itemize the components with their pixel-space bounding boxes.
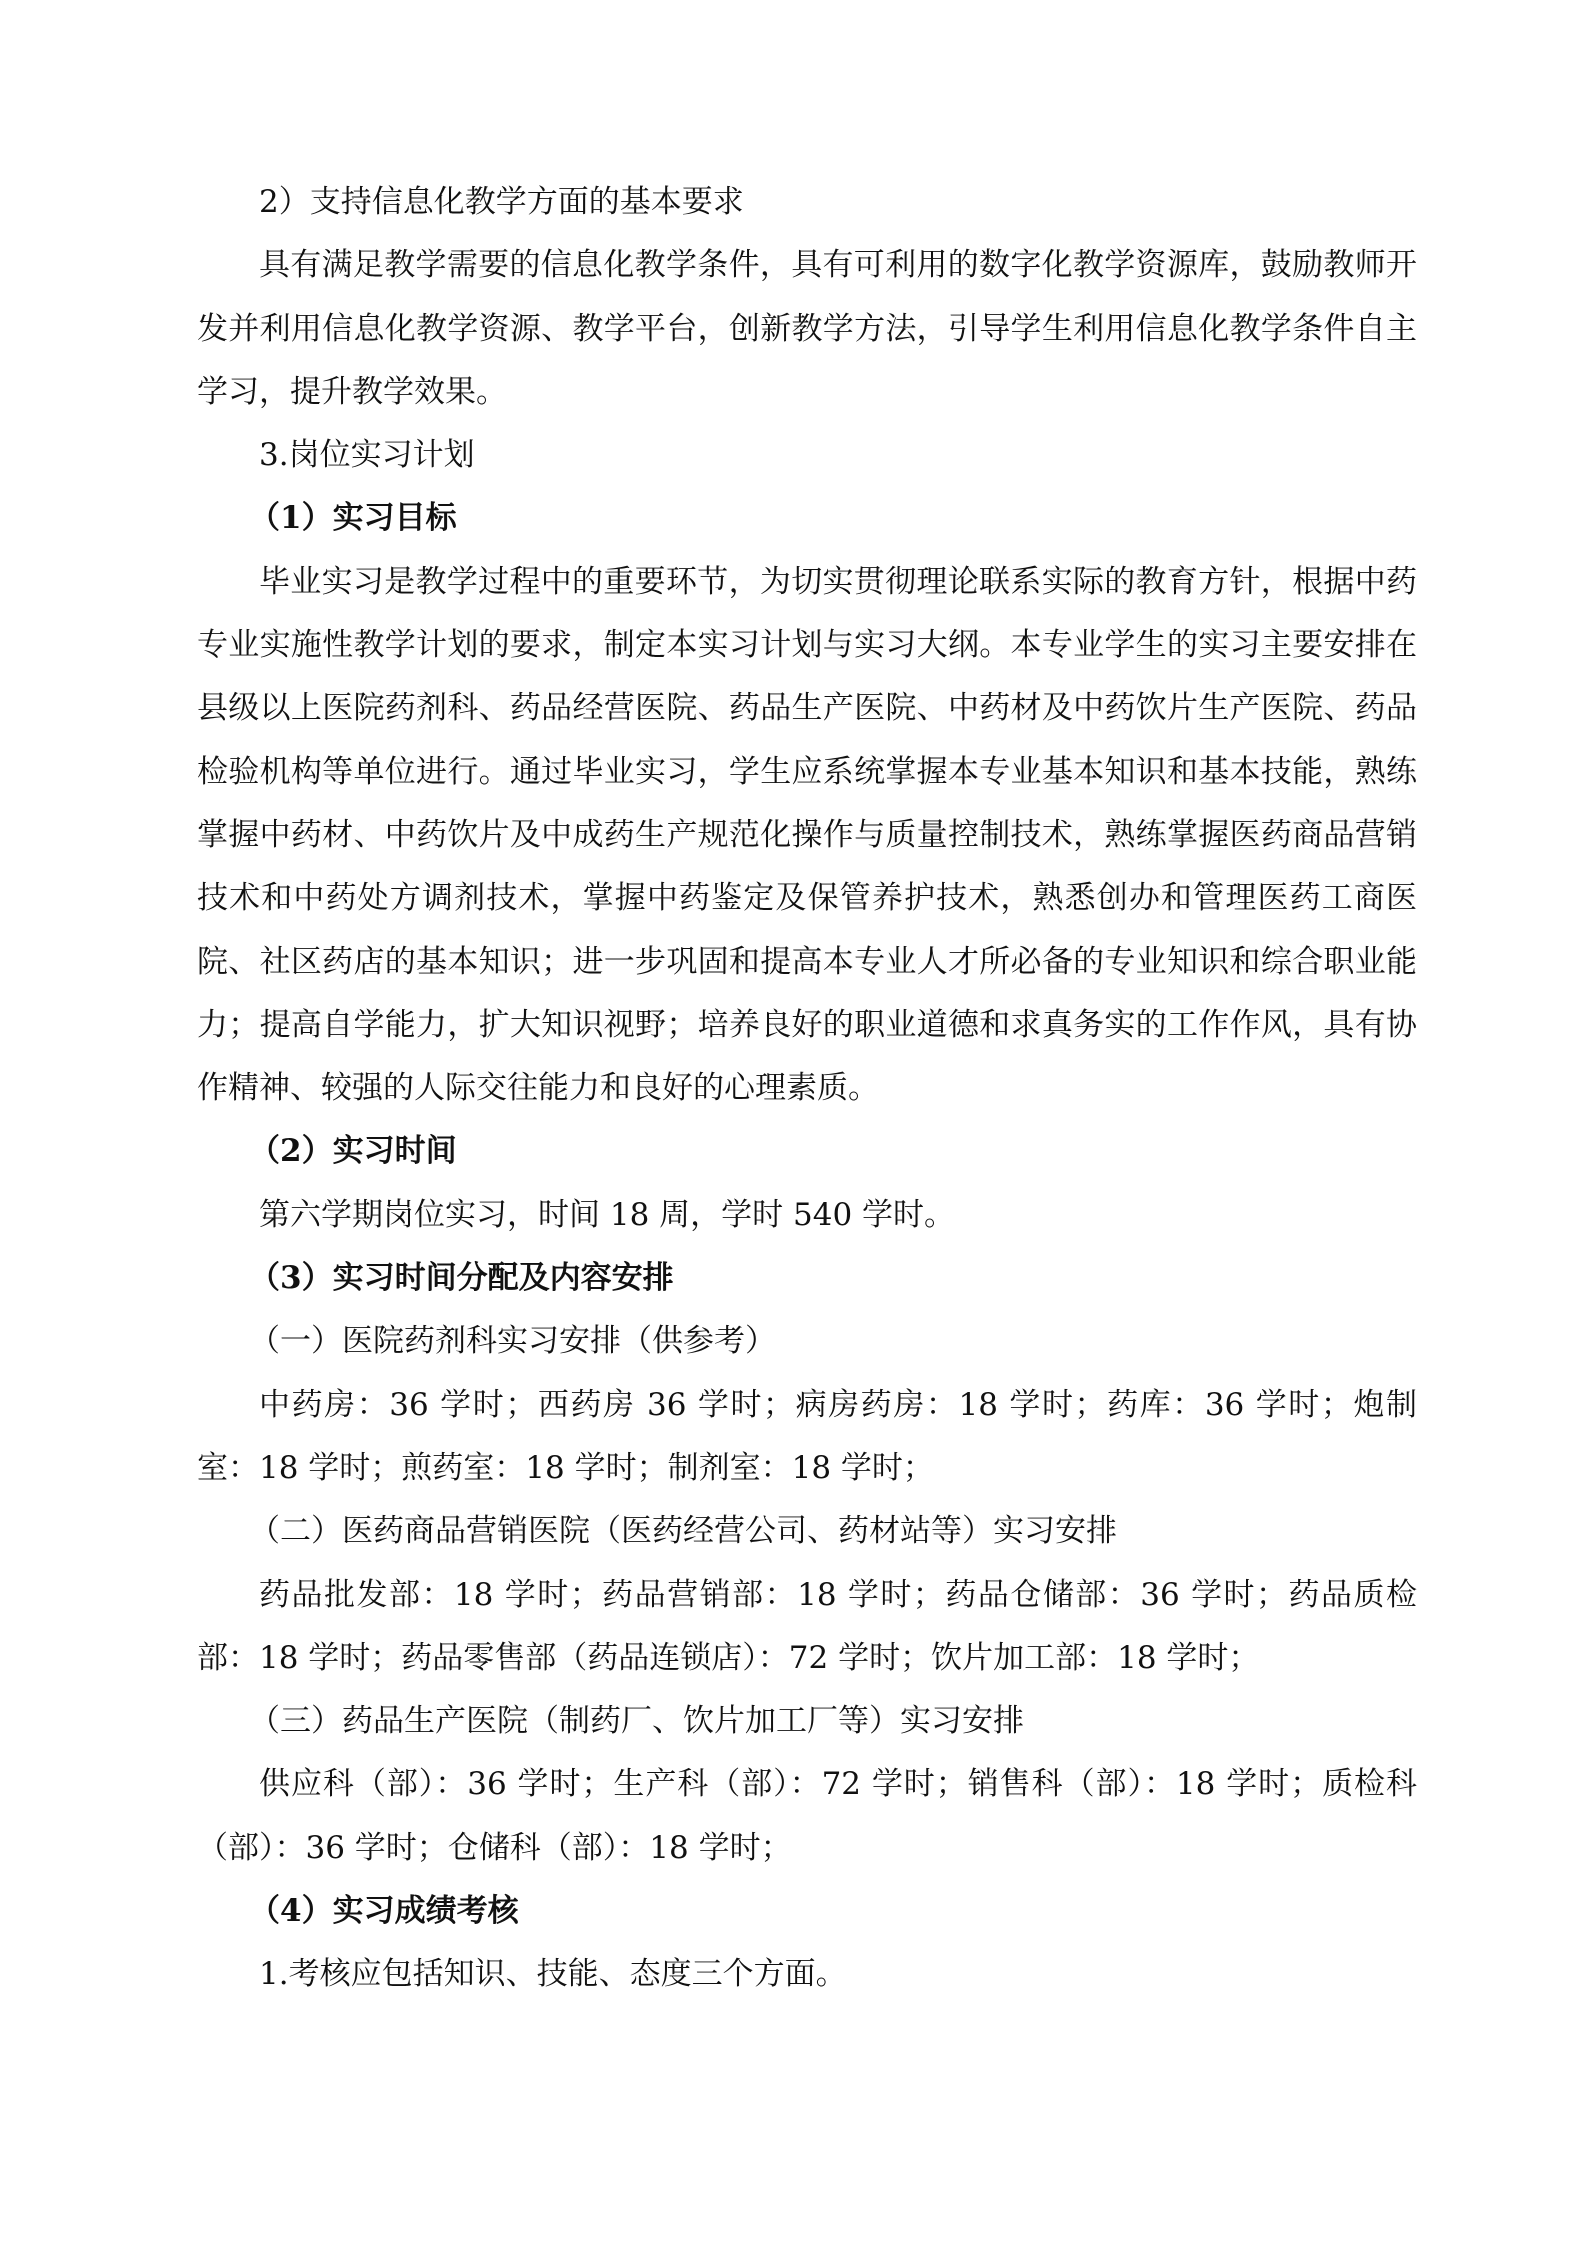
internship-plan-heading: 3.岗位实习计划: [259, 437, 475, 474]
evaluation-item-1: 1.考核应包括知识、技能、态度三个方面。: [259, 1956, 847, 1993]
internship-time-paragraph: 第六学期岗位实习，时间 18 周，学时 540 学时。: [259, 1196, 956, 1233]
pharma-sales-paragraph: 药品批发部：18 学时；药品营销部：18 学时；药品仓储部：36 学时；药品质检部：18 学时；药品零售部（药品连锁店）：72 学时；饮片加工部：18 学时；: [197, 1576, 1417, 1676]
evaluation-heading: （4）实习成绩考核: [249, 1893, 519, 1930]
hospital-pharmacy-paragraph: 中药房：36 学时；西药房 36 学时；病房药房：18 学时；药库：36 学时；炮制室：18 学时；煎药室：18 学时；制剂室：18 学时；: [197, 1386, 1417, 1486]
info-teaching-heading: 2）支持信息化教学方面的基本要求: [259, 184, 744, 220]
internship-goal-paragraph: 毕业实习是教学过程中的重要环节，为切实贯彻理论联系实际的教育方针，根据中药专业实施性教学计划的要求，制定本实习计划与实习大纲。本专业学生的实习主要安排在县级以上医院药剂科、药品经营医院、药品生产医院、中药材及中药饮片生产医院、药品检验机构等单位进行。通过毕业实习，学生应系统掌握本专业基本知识和基本技能，熟练掌握中药材、中药饮片及中成药生产规范化操作与质量控制技术，熟练掌握医药商品营销技术和中药处方调剂技术，掌握中药鉴定及保管养护技术，熟悉创办和管理医药工商医院、社区药店的基本知识；进一步巩固和提高本专业人才所必备的专业知识和综合职业能力；提高自学能力，扩大知识视野；培养良好的职业道德和求真务实的工作作风，具有协作精神、较强的人际交往能力和良好的心理素质。: [197, 563, 1417, 1107]
pharma-sales-heading: （二）医药商品营销医院（医药经营公司、药材站等）实习安排: [249, 1513, 1117, 1550]
internship-time-heading: （2）实习时间: [249, 1133, 457, 1170]
time-allocation-heading: （3）实习时间分配及内容安排: [249, 1260, 674, 1297]
internship-goal-heading: （1）实习目标: [249, 500, 457, 537]
document-body: [197, 171, 1417, 2007]
pharma-production-paragraph: 供应科（部）：36 学时；生产科（部）：72 学时；销售科（部）：18 学时；质检科（部）：36 学时；仓储科（部）：18 学时；: [197, 1766, 1417, 1866]
info-teaching-paragraph: 具有满足教学需要的信息化教学条件，具有可利用的数字化教学资源库，鼓励教师开发并利用信息化教学资源、教学平台，创新教学方法，引导学生利用信息化教学条件自主学习，提升教学效果。: [197, 247, 1417, 410]
hospital-pharmacy-heading: （一）医院药剂科实习安排（供参考）: [249, 1323, 776, 1360]
pharma-production-heading: （三）药品生产医院（制药厂、饮片加工厂等）实习安排: [249, 1703, 1024, 1740]
